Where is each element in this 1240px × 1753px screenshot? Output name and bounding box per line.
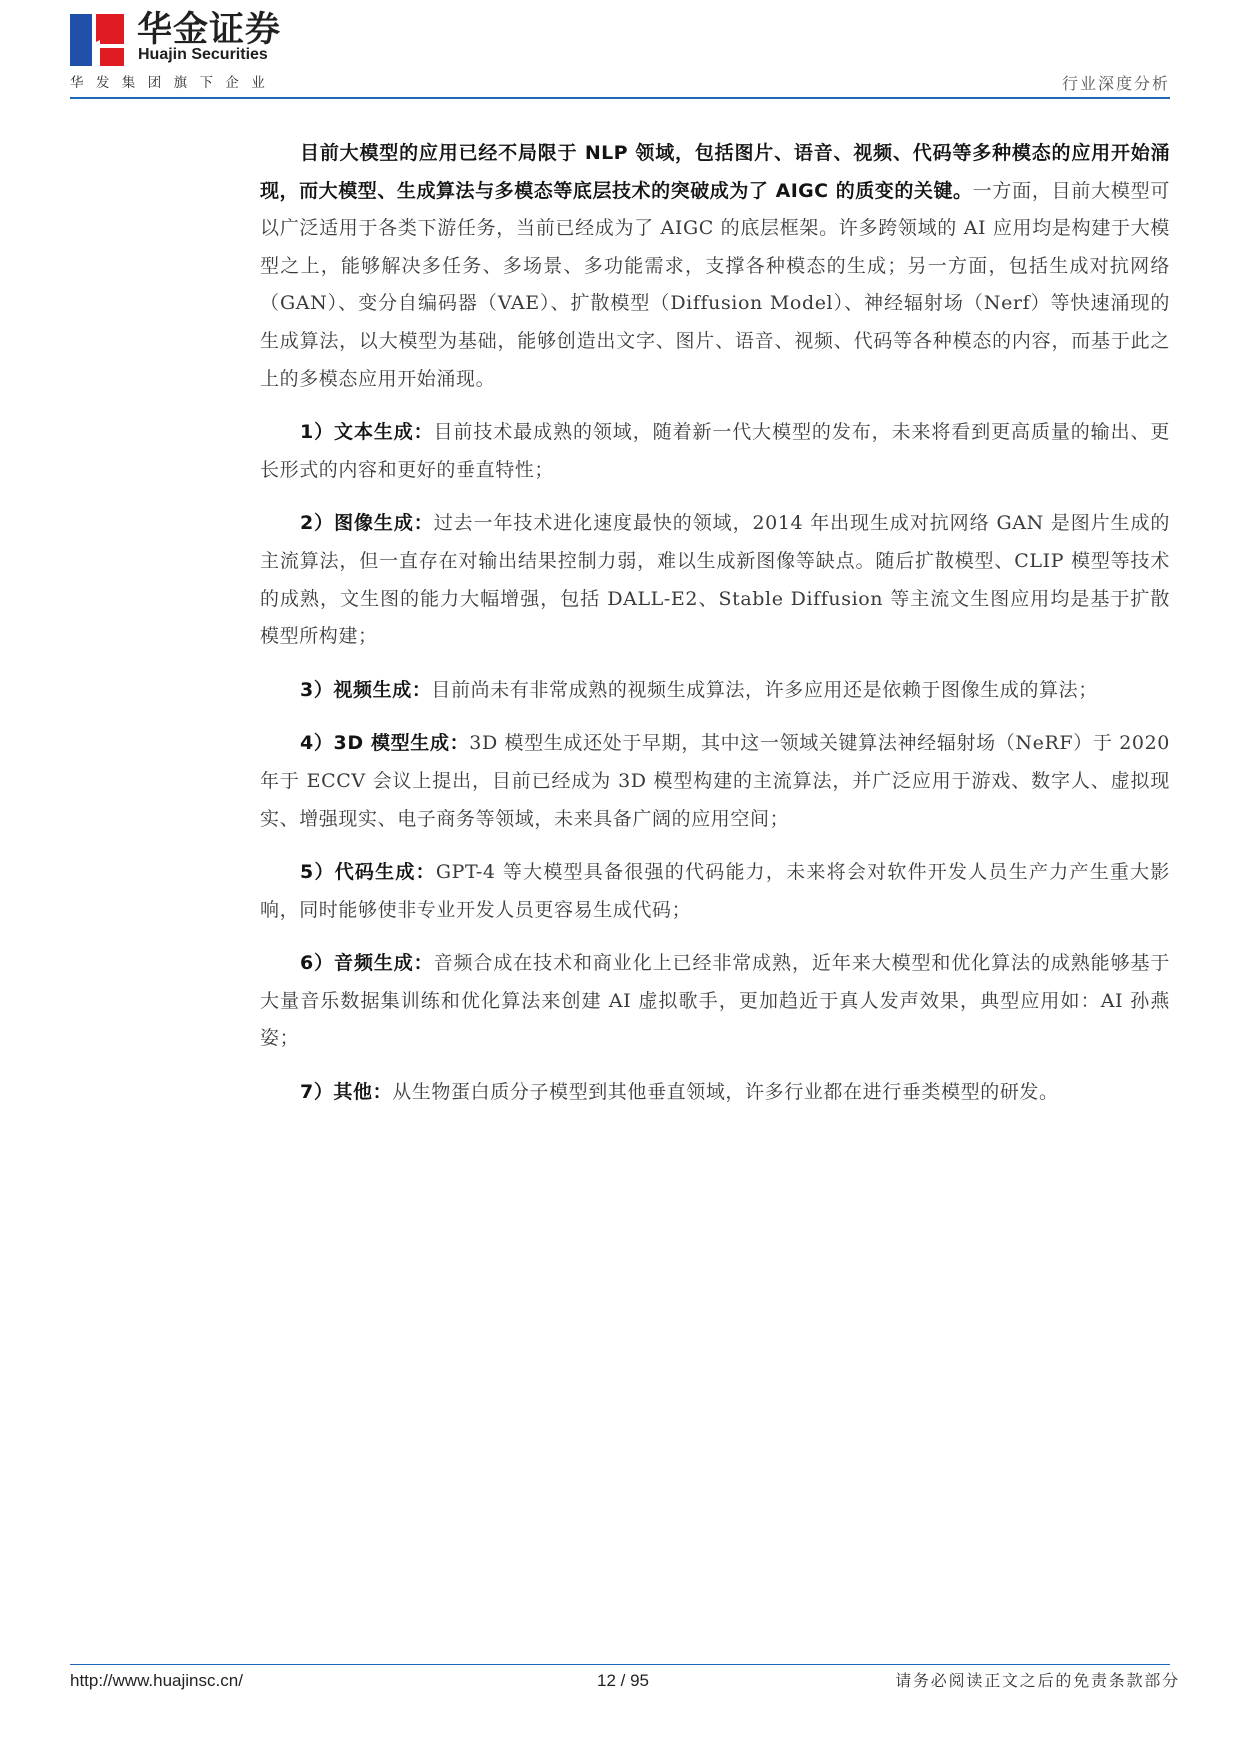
page-number: 12 / 95 xyxy=(597,1671,649,1690)
list-item-audio-generation xyxy=(260,945,1170,1058)
list-item-image-generation xyxy=(260,505,1170,655)
intro-text: 一方面，目前大模型可以广泛适用于各类下游任务，当前已经成为了 AIGC 的底层框架。许多跨领域的 AI 应用均是构建于大模型之上，能够解决多任务、多场景、多功能需求，支撑各种模态的生成；另一方面，包括生成对抗网络（GAN）、变分自编码器（VAE）、扩散模型（Diffusion Model）、神经辐射场（Nerf）等快速涌现的生成算法，以大模型为基础，能够创造出文字、图片、语音、视频、代码等各种模态的内容，而基于此之上的多模态应用开始涌现。 xyxy=(260,179,1170,390)
report-body xyxy=(260,135,1170,1128)
item-text: 目前技术最成熟的领域，随着新一代大模型的发布，未来将看到更高质量的输出、更长形式的内容和更好的垂直特性； xyxy=(260,421,1171,481)
item-label: 1）文本生成： xyxy=(300,421,434,444)
brand-tagline: 华发集团旗下企业 xyxy=(70,75,278,91)
item-text: 音频合成在技术和商业化上已经非常成熟，近年来大模型和优化算法的成熟能够基于大量音乐数据集训练和优化算法来创建 AI 虚拟歌手，更加趋近于真人发声效果，典型应用如：AI 孙燕姿； xyxy=(260,952,1171,1050)
list-item-code-generation xyxy=(260,854,1170,929)
intro-paragraph xyxy=(260,135,1170,398)
intro-bold-statement: 目前大模型的应用已经不局限于 NLP 领域，包括图片、语音、视频、代码等多种模态的应用开始涌现，而大模型、生成算法与多模态等底层技术的突破成为了 AIGC 的质变的关键。 xyxy=(260,142,1170,202)
brand-name-en: Huajin Securities xyxy=(138,46,268,63)
item-label: 3）视频生成： xyxy=(300,678,432,701)
report-type-label: 行业深度分析 xyxy=(1061,74,1170,93)
item-label: 7）其他： xyxy=(300,1081,393,1104)
item-label: 5）代码生成： xyxy=(300,861,436,884)
item-text: GPT-4 等大模型具备很强的代码能力，未来将会对软件开发人员生产力产生重大影响，同时能够使非专业开发人员更容易生成代码； xyxy=(260,861,1170,921)
item-text: 3D 模型生成还处于早期，其中这一领域关键算法神经辐射场（NeRF）于 2020 年于 ECCV 会议上提出，目前已经成为 3D 模型构建的主流算法，并广泛应用于游戏、数字人、虚拟现实、增强现实、电子商务等领域，未来具备广阔的应用空间； xyxy=(260,732,1170,830)
brand-name-cn: 华金证券 xyxy=(137,10,282,50)
list-item-video-generation xyxy=(260,672,1170,710)
list-item-other xyxy=(260,1074,1170,1112)
footer-disclaimer: 请务必阅读正文之后的免责条款部分 xyxy=(895,1671,1180,1690)
item-text: 过去一年技术进化速度最快的领域，2014 年出现生成对抗网络 GAN 是图片生成的主流算法，但一直存在对输出结果控制力弱，难以生成新图像等缺点。随后扩散模型、CLIP 模型等技术的成熟，文生图的能力大幅增强，包括 DALL-E2、Stable Diffusion 等主流文生图应用均是基于扩散模型所构建； xyxy=(260,512,1170,648)
huajin-logo-icon xyxy=(70,14,124,66)
footer-divider xyxy=(70,1664,1170,1665)
list-item-3d-generation xyxy=(260,725,1170,838)
item-label: 2）图像生成： xyxy=(300,512,434,535)
footer-website-link[interactable]: http://www.huajinsc.cn/ xyxy=(70,1671,243,1690)
item-text: 从生物蛋白质分子模型到其他垂直领域，许多行业都在进行垂类模型的研发。 xyxy=(392,1081,1059,1104)
item-label: 6）音频生成： xyxy=(300,952,434,975)
item-label: 4）3D 模型生成： xyxy=(300,732,470,755)
list-item-text-generation xyxy=(260,414,1170,489)
header-divider xyxy=(70,97,1170,99)
item-text: 目前尚未有非常成熟的视频生成算法，许多应用还是依赖于图像生成的算法； xyxy=(431,678,1098,701)
